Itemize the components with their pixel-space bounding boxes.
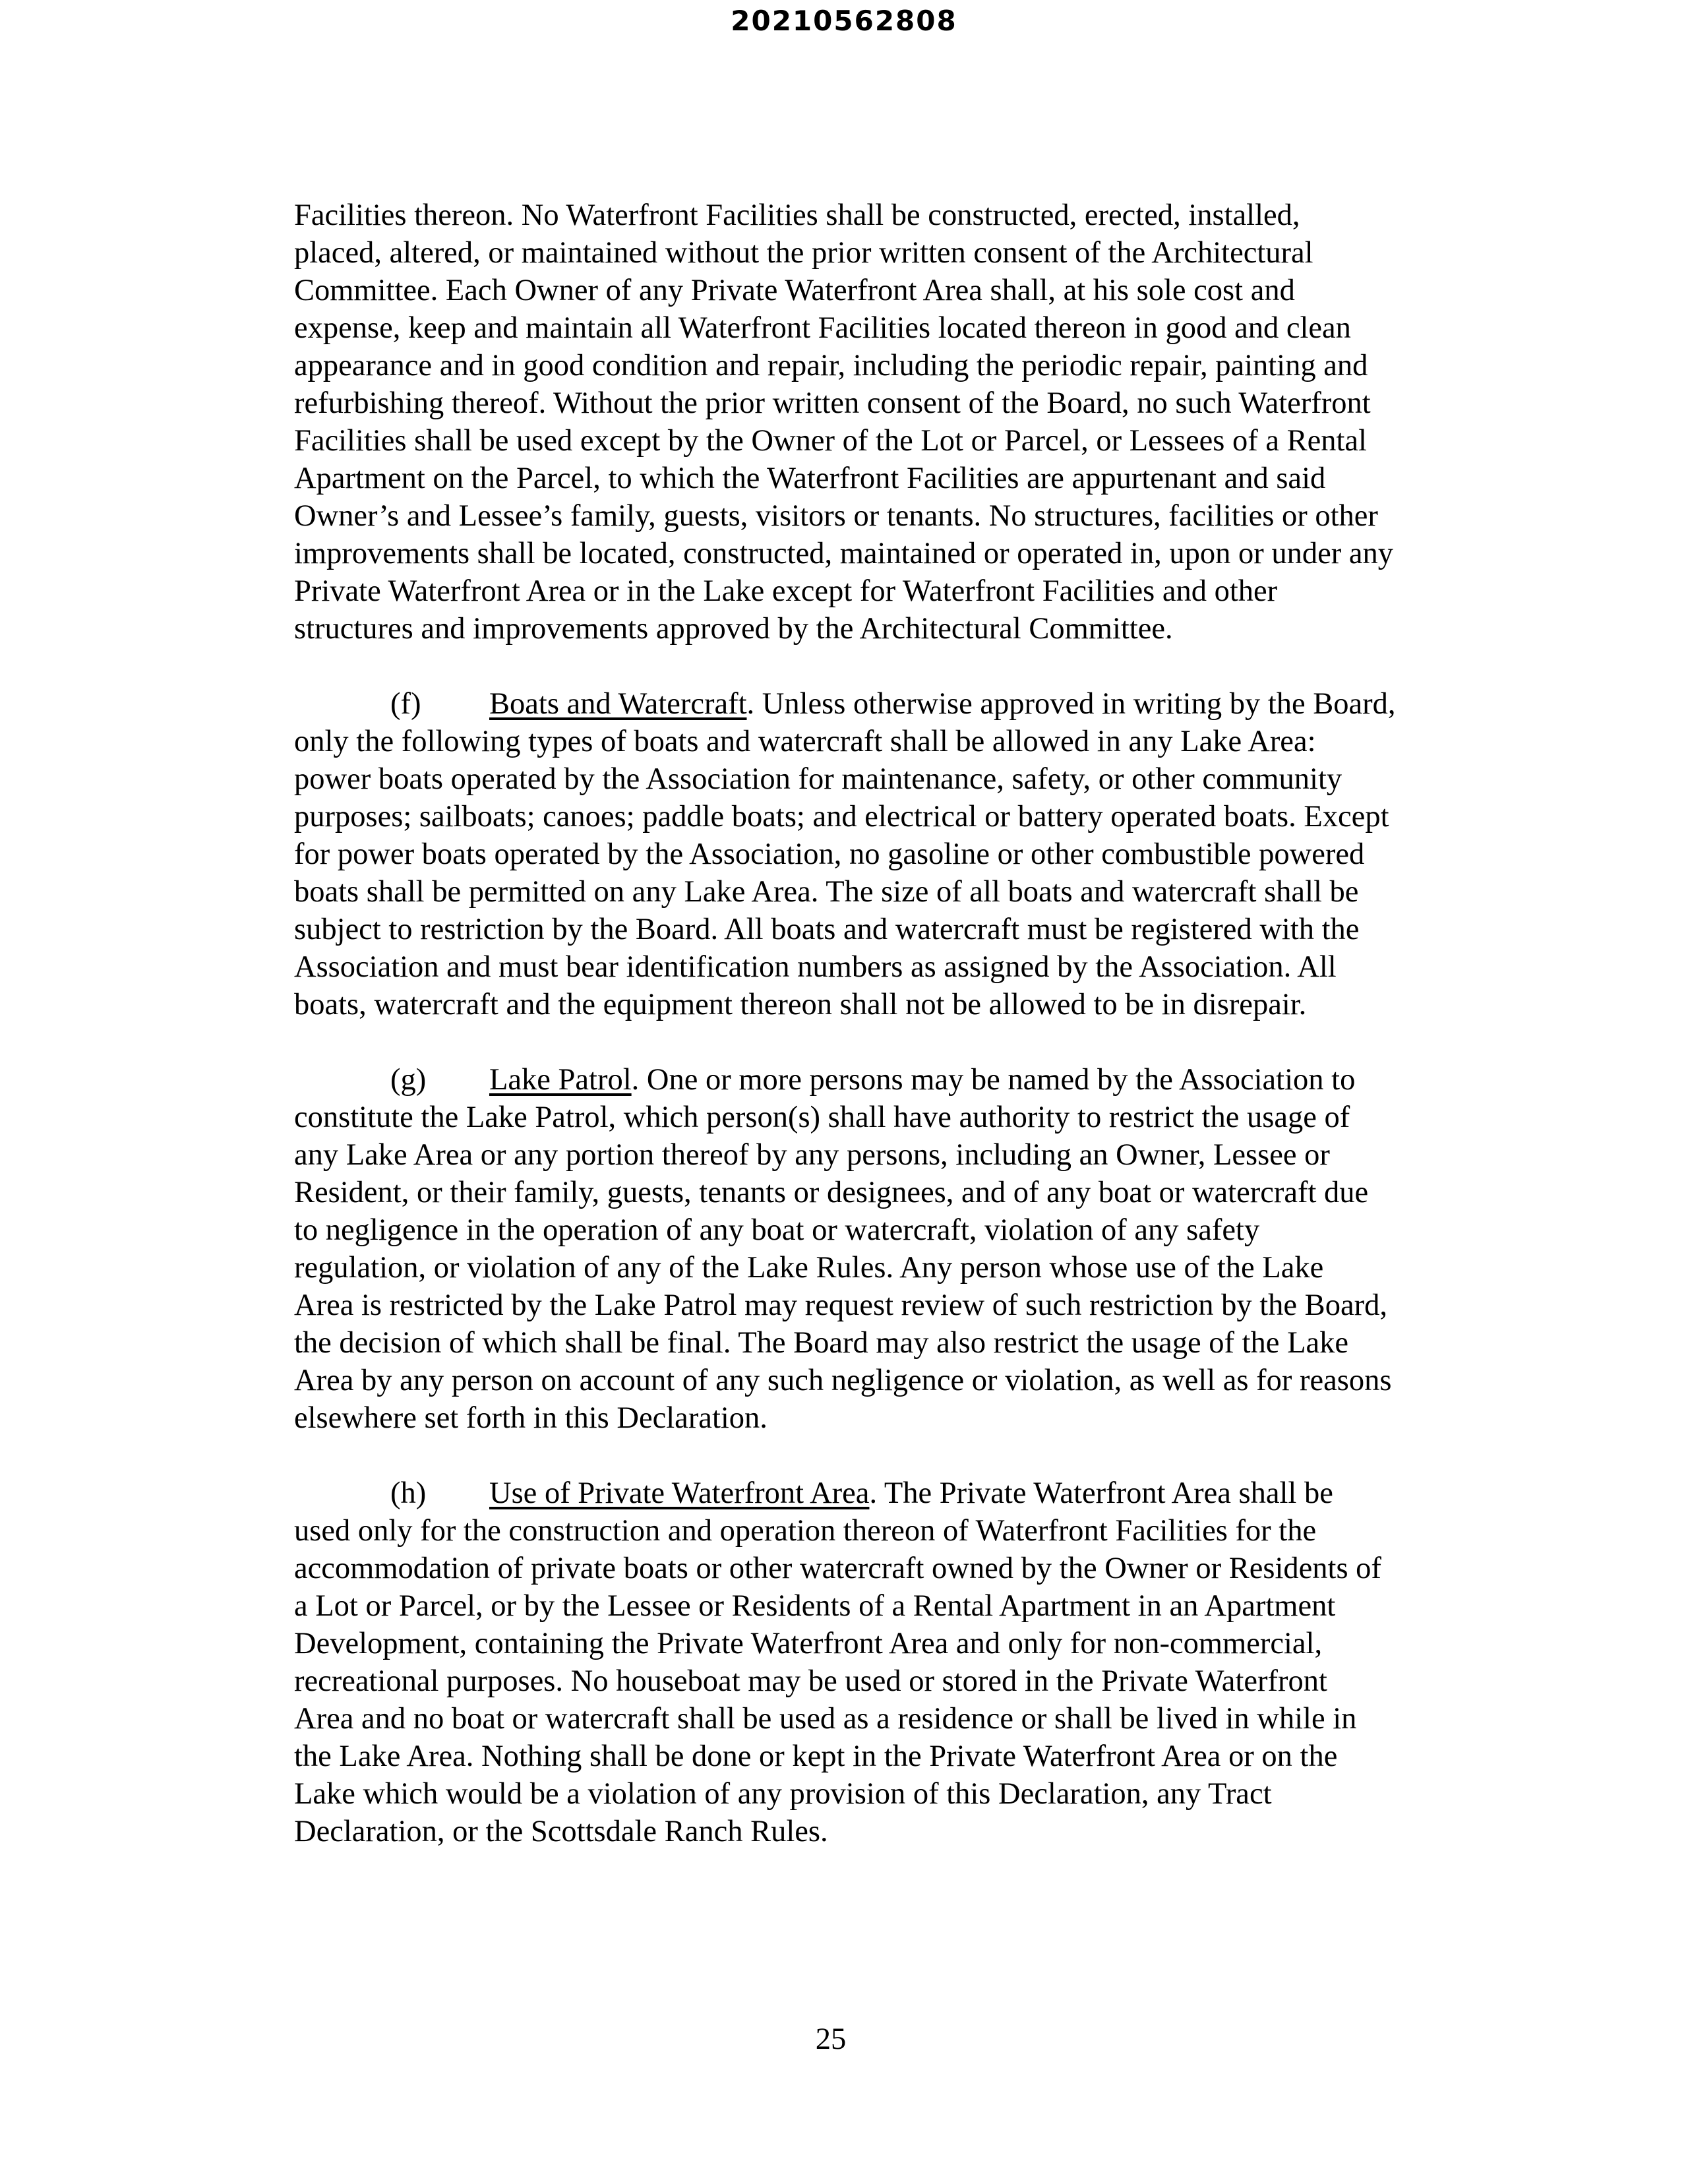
text-line: Facilities thereon. No Waterfront Facilities shall be constructed, erected, installed, [294, 198, 1300, 232]
text-line: recreational purposes. No houseboat may be used or stored in the Private Waterfront [294, 1664, 1327, 1698]
text-line: appearance and in good condition and repair, including the periodic repair, painting and [294, 349, 1368, 382]
text-line: . One or more persons may be named by the Association to [631, 1063, 1356, 1097]
text-line: . Unless otherwise approved in writing by the Board, [746, 687, 1396, 721]
text-line: Owner’s and Lessee’s family, guests, visitors or tenants. No structures, facilities or other [294, 499, 1378, 533]
paragraph-first-line [294, 685, 1481, 723]
text-line: used only for the construction and operation thereon of Waterfront Facilities for the [294, 1514, 1317, 1548]
text-line: purposes; sailboats; canoes; paddle boats; and electrical or battery operated boats. Except [294, 800, 1389, 834]
text-line: boats shall be permitted on any Lake Area. The size of all boats and watercraft shall be [294, 875, 1359, 909]
text-line: constitute the Lake Patrol, which person(s) shall have authority to restrict the usage of [294, 1101, 1350, 1134]
section-title: Lake Patrol [489, 1063, 632, 1097]
text-line: Area and no boat or watercraft shall be used as a residence or shall be lived in while in [294, 1702, 1357, 1736]
document-body [294, 197, 1481, 1888]
text-line: a Lot or Parcel, or by the Lessee or Residents of a Rental Apartment in an Apartment [294, 1589, 1336, 1623]
paragraph-first-line [294, 1474, 1481, 1512]
text-line: improvements shall be located, constructed, maintained or operated in, upon or under any [294, 537, 1394, 570]
text-line: Area is restricted by the Lake Patrol may request review of such restriction by the Board, [294, 1289, 1387, 1322]
paragraph-boats-and-watercraft [294, 685, 1481, 1023]
text-line: to negligence in the operation of any boat or watercraft, violation of any safety [294, 1213, 1260, 1247]
text-line: Facilities shall be used except by the Owner of the Lot or Parcel, or Lessees of a Rental [294, 424, 1367, 458]
text-line: regulation, or violation of any of the Lake Rules. Any person whose use of the Lake [294, 1251, 1324, 1285]
text-line: boats, watercraft and the equipment thereon shall not be allowed to be in disrepair. [294, 988, 1307, 1021]
section-marker: (f) [390, 687, 421, 721]
paragraph-lake-patrol [294, 1061, 1481, 1437]
text-line: power boats operated by the Association for maintenance, safety, or other community [294, 762, 1342, 796]
text-line: expense, keep and maintain all Waterfront Facilities located thereon in good and clean [294, 311, 1351, 345]
text-line: subject to restriction by the Board. All boats and watercraft must be registered with the [294, 913, 1360, 946]
text-line: Resident, or their family, guests, tenants or designees, and of any boat or watercraft due [294, 1176, 1369, 1209]
text-line: Development, containing the Private Waterfront Area and only for non-commercial, [294, 1627, 1323, 1660]
text-line: Apartment on the Parcel, to which the Waterfront Facilities are appurtenant and said [294, 462, 1326, 495]
section-marker: (h) [390, 1476, 427, 1510]
text-line: the Lake Area. Nothing shall be done or kept in the Private Waterfront Area or on the [294, 1740, 1338, 1773]
section-title: Boats and Watercraft [489, 687, 747, 721]
text-line: Association and must bear identification numbers as assigned by the Association. All [294, 950, 1337, 984]
text-line: refurbishing thereof. Without the prior written consent of the Board, no such Waterfront [294, 386, 1371, 420]
text-line: placed, altered, or maintained without the prior written consent of the Architectural [294, 236, 1313, 270]
section-marker: (g) [390, 1063, 427, 1097]
text-line: elsewhere set forth in this Declaration. [294, 1401, 768, 1435]
paragraph-use-of-private-waterfront-area [294, 1474, 1481, 1850]
text-line: Committee. Each Owner of any Private Waterfront Area shall, at his sole cost and [294, 274, 1295, 307]
text-line: Private Waterfront Area or in the Lake except for Waterfront Facilities and other [294, 574, 1278, 608]
text-line: any Lake Area or any portion thereof by any persons, including an Owner, Lessee or [294, 1138, 1330, 1172]
text-line: Area by any person on account of any such negligence or violation, as well as for reasons [294, 1364, 1392, 1397]
text-line: for power boats operated by the Association, no gasoline or other combustible powered [294, 837, 1365, 871]
document-number: 20210562808 [731, 5, 957, 37]
text-line: . The Private Waterfront Area shall be [869, 1476, 1333, 1510]
text-line: Lake which would be a violation of any provision of this Declaration, any Tract [294, 1777, 1272, 1811]
text-line: the decision of which shall be final. The Board may also restrict the usage of the Lake [294, 1326, 1349, 1360]
text-line: accommodation of private boats or other watercraft owned by the Owner or Residents of [294, 1552, 1381, 1585]
section-title: Use of Private Waterfront Area [489, 1476, 870, 1510]
page-number: 25 [815, 2022, 847, 2056]
text-line: structures and improvements approved by the Architectural Committee. [294, 612, 1173, 646]
text-line: only the following types of boats and watercraft shall be allowed in any Lake Area: [294, 725, 1316, 758]
paragraph-first-line [294, 1061, 1481, 1099]
text-line: Declaration, or the Scottsdale Ranch Rules. [294, 1815, 828, 1848]
paragraph-waterfront-facilities [294, 197, 1481, 648]
